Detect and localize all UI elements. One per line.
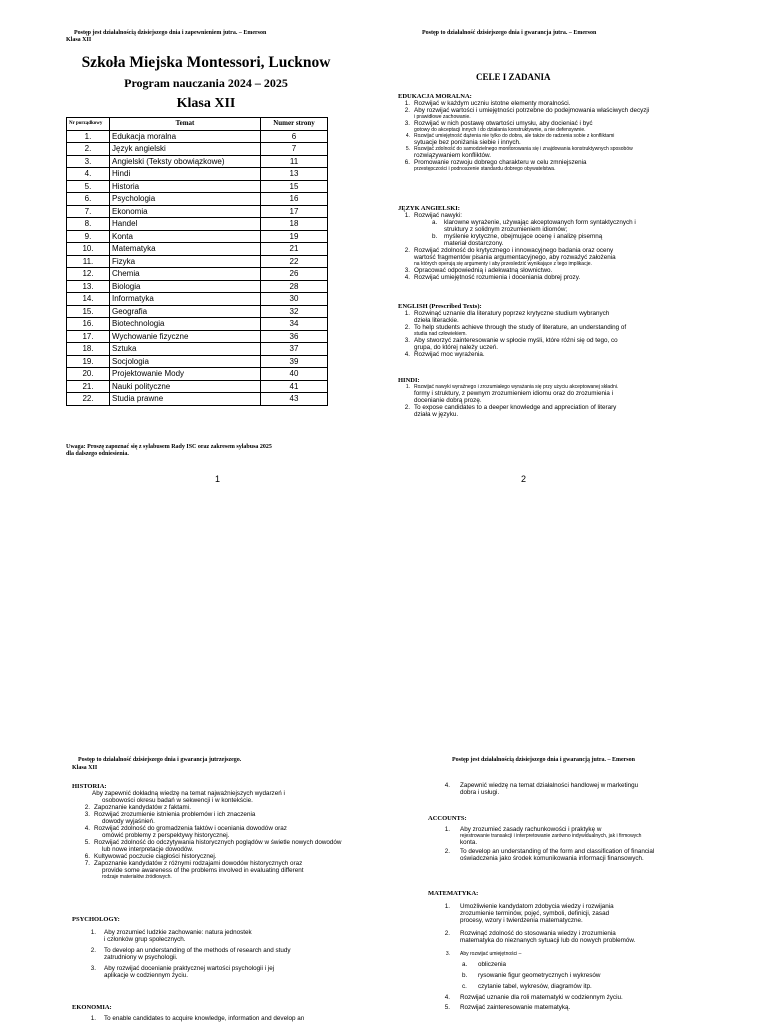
list-item: 3. Aby rozwijać umiejętności – — [445, 951, 522, 957]
section-title: ENGLISH (Prescribed Texts): — [398, 303, 482, 310]
sub-list-item: c. czytanie tabel, wykresów, diagramów itp. — [462, 983, 592, 990]
section-heading: CELE I ZADANIA — [476, 72, 551, 82]
row-subject: Edukacja moralna — [110, 130, 261, 143]
row-number: 3. — [67, 155, 110, 168]
row-page: 37 — [261, 343, 328, 356]
col-header-subject: Temat — [110, 118, 261, 131]
list-item: 4. Rozwijać moc wyrażenia. — [404, 351, 485, 358]
row-number: 20. — [67, 368, 110, 381]
list-item: 1. Aby zrozumieć zasady rachunkowości i praktykę w — [444, 826, 602, 833]
list-item: 2. To help students achieve through the study of literature, an understanding of — [404, 324, 627, 331]
row-page: 22 — [261, 255, 328, 268]
table-row — [67, 193, 328, 206]
table-row — [67, 355, 328, 368]
list-item: 5. Rozwijać zdolność do samodzielnego monitorowania się i znajdowania konstruktywnych sposobów — [405, 146, 633, 152]
row-number: 11. — [67, 255, 110, 268]
list-item: 2. To expose candidates to a deeper knowledge and appreciation of literary — [404, 404, 617, 411]
page-header: Postęp jest działalnością dzisiejszego dnia i zapewnieniem jutra. – Emerson — [74, 30, 267, 36]
table-row — [67, 155, 328, 168]
list-item-continuation: formy i struktury, z pewnym zrozumieniem idiomu oraz do zrozumienia i — [414, 390, 613, 397]
table-row — [67, 243, 328, 256]
list-item: 6. Promowanie rozwoju dobrego charakteru w celu zmniejszenia — [404, 159, 587, 166]
row-page: 11 — [261, 155, 328, 168]
list-item: 2. To develop an understanding of the methods of research and study — [90, 947, 291, 954]
table-row — [67, 143, 328, 156]
list-item-continuation: rozwiązywaniem konfliktów. — [414, 152, 491, 159]
row-page: 43 — [261, 393, 328, 406]
list-item-continuation: sytuacje bez poniżania siebie i innych. — [414, 139, 521, 146]
sub-list-item: b. rysowanie figur geometrycznych i wykresów — [462, 972, 601, 979]
row-subject: Studia prawne — [110, 393, 261, 406]
class-label: Klasa XII — [72, 765, 98, 771]
table-row — [67, 268, 328, 281]
page-header: Postęp jest działalnością dzisiejszego dnia i gwarancją jutra. – Emerson — [452, 757, 635, 763]
note-line: Uwaga: Proszę zapoznać się z sylabusem Rady ISC oraz zakresem sylabusa 2025 — [66, 444, 272, 450]
row-subject: Nauki polityczne — [110, 380, 261, 393]
page-number: 2 — [521, 474, 527, 484]
table-row — [67, 368, 328, 381]
list-item-continuation: rodzaje materiałów źródłowych. — [102, 874, 172, 880]
list-item: 2. Rozwinąć zdolność do stosowania wiedzy i zrozumienia — [444, 930, 616, 937]
row-subject: Sztuka — [110, 343, 261, 356]
row-number: 10. — [67, 243, 110, 256]
list-item-continuation: zatrudniony w psychologii. — [104, 954, 178, 961]
row-page: 28 — [261, 280, 328, 293]
table-row — [67, 318, 328, 331]
list-item: 2. Zapoznanie kandydatów z faktami. — [84, 804, 191, 811]
list-item-continuation: na których operują się argumenty i aby przesledzić wynikające z tego implikacje. — [414, 261, 592, 267]
row-page: 13 — [261, 168, 328, 181]
row-subject: Psychologia — [110, 193, 261, 206]
row-number: 14. — [67, 293, 110, 306]
row-page: 21 — [261, 243, 328, 256]
row-page: 32 — [261, 305, 328, 318]
row-subject: Biologia — [110, 280, 261, 293]
table-row — [67, 205, 328, 218]
row-number: 4. — [67, 168, 110, 181]
list-item: 1. Rozwinąć uznanie dla literatury poprzez krytyczne studium wybranych — [404, 310, 610, 317]
list-item: 6. Kultywować poczucie ciągłości historycznej. — [84, 853, 217, 860]
section-title: JĘZYK ANGIELSKI: — [398, 205, 460, 212]
list-item-continuation: dowody wyjaśnień. — [102, 818, 155, 825]
curriculum-subtitle: Program nauczania 2024 – 2025 — [124, 76, 288, 90]
list-item: 2. To develop an understanding of the form and classification of financial — [444, 848, 655, 855]
row-page: 39 — [261, 355, 328, 368]
list-item-continuation: wartość fragmentów pisania argumentacyjnego, aby rozważyć założenia — [414, 254, 616, 261]
row-subject: Biotechnologia — [110, 318, 261, 331]
list-item-continuation: dobra i usługi. — [460, 789, 500, 796]
economics-section — [72, 1004, 412, 1022]
row-subject: Fizyka — [110, 255, 261, 268]
row-subject: Handel — [110, 218, 261, 231]
row-number: 2. — [67, 143, 110, 156]
row-page: 19 — [261, 230, 328, 243]
table-row — [67, 218, 328, 231]
table-row — [67, 343, 328, 356]
page-header: Postęp to działalność dzisiejszego dnia i gwarancja jutrzejszego. — [78, 757, 242, 763]
list-item: 4. Rozwijać umiejętność rozumienia i doceniania dobrej prozy. — [404, 274, 581, 281]
row-page: 41 — [261, 380, 328, 393]
table-row — [67, 280, 328, 293]
list-item: 1. Umożliwienie kandydatom zdobycia wiedzy i rozwijania — [444, 903, 614, 910]
list-item: 5. Rozwijać zainteresowanie matematyką. — [444, 1004, 571, 1011]
row-number: 6. — [67, 193, 110, 206]
list-item-continuation: studia nad człowiekiem. — [414, 331, 467, 337]
table-row — [67, 255, 328, 268]
section-title: EDUKACJA MORALNA: — [398, 93, 472, 100]
list-item-continuation: docenianie dobrą prozę. — [414, 397, 482, 404]
list-item: 4. Rozwijać umiejętność dążenia nie tylko do dobra, ale także do radzenia sobie z konfliktami — [405, 133, 615, 139]
table-row — [67, 168, 328, 181]
row-subject: Chemia — [110, 268, 261, 281]
table-row — [67, 380, 328, 393]
list-item: 1. Rozwijać nawyki: — [404, 212, 462, 219]
row-subject: Matematyka — [110, 243, 261, 256]
row-number: 16. — [67, 318, 110, 331]
row-page: 17 — [261, 205, 328, 218]
row-subject: Socjologia — [110, 355, 261, 368]
row-page: 40 — [261, 368, 328, 381]
list-item-continuation: działa w języku. — [414, 411, 459, 418]
row-page: 30 — [261, 293, 328, 306]
list-item-continuation: matematyka do nieznanych sytuacji lub do nowych problemów. — [460, 937, 636, 944]
section-title: HISTORIA: — [72, 783, 107, 790]
page-header: Postęp to działalność dzisiejszego dnia i gwarancja jutra. – Emerson — [422, 30, 597, 36]
row-page: 26 — [261, 268, 328, 281]
list-item: 1. To enable candidates to acquire knowledge, information and develop an — [90, 1015, 305, 1022]
psychology-section — [72, 916, 412, 979]
row-subject: Hindi — [110, 168, 261, 181]
moral-section — [398, 93, 756, 172]
table-row — [67, 230, 328, 243]
row-subject: Projektowanie Mody — [110, 368, 261, 381]
section-title: HINDI: — [398, 377, 420, 384]
list-item: 4. Rozwijać uznanie dla roli matematyki w codziennym życiu. — [444, 994, 623, 1001]
table-row — [67, 330, 328, 343]
english-prescribed-section — [398, 303, 756, 358]
mathematics-section — [428, 890, 758, 1011]
list-item-continuation: omówić problemy z perspektywy historycznej. — [102, 832, 230, 839]
sub-list-item: a. klarowne wyrażenie, używając akceptowanych form syntaktycznych i — [432, 219, 636, 226]
row-page: 18 — [261, 218, 328, 231]
list-item-continuation: materiał dostarczony. — [444, 240, 504, 247]
list-item: 4. Zapewnić wiedzę na temat działalności handlowej w marketingu — [444, 782, 639, 789]
row-subject: Angielski (Teksty obowiązkowe) — [110, 155, 261, 168]
list-item-continuation: gotowy do akceptacji innych i do działania konstruktywnie, a nie defensywnie. — [414, 127, 586, 133]
english-section — [398, 205, 756, 281]
list-item-continuation: przestępczości i podnoszenie standardu dobrego obywatelstwa. — [414, 166, 556, 172]
note-line: dla dalszego odniesienia. — [66, 451, 129, 457]
row-number: 12. — [67, 268, 110, 281]
table-row — [67, 180, 328, 193]
list-item-continuation: procesy, wzory i twierdzenia matematyczne. — [460, 917, 583, 924]
list-item: 7. Zapoznanie kandydatów z różnymi rodzajami dowodów historycznych oraz — [84, 860, 303, 867]
row-number: 13. — [67, 280, 110, 293]
list-item-continuation: i prawidłowe zachowanie. — [414, 114, 471, 120]
list-item: 3. Rozwijać zrozumienie istnienia problemów i ich znaczenia — [84, 811, 256, 818]
col-header-page: Numer strony — [261, 118, 328, 131]
section-title: ACCOUNTS: — [428, 815, 467, 822]
list-item-continuation: rejestrowanie transakcji i interpretowanie zarówno indywidualnych, jak i firmowych — [460, 833, 642, 839]
row-subject: Historia — [110, 180, 261, 193]
list-item-continuation: i członków grup społecznych. — [104, 936, 186, 943]
list-item: 3. Aby rozwijać docenianie praktycznej wartości psychologii i jej — [90, 965, 275, 972]
row-number: 18. — [67, 343, 110, 356]
section-title: MATEMATYKA: — [428, 890, 479, 897]
row-number: 5. — [67, 180, 110, 193]
list-item: 1. Aby zrozumieć ludzkie zachowanie: natura jednostek — [90, 929, 252, 936]
row-subject: Geografia — [110, 305, 261, 318]
row-subject: Język angielski — [110, 143, 261, 156]
row-subject: Wychowanie fizyczne — [110, 330, 261, 343]
list-item: 5. Rozwijać zdolność do odczytywania historycznych poglądów w świetle nowych dowodów — [84, 839, 342, 846]
list-item: Aby zapewnić dokładną wiedzę na temat najważniejszych wydarzeń i — [92, 790, 285, 797]
table-row — [67, 393, 328, 406]
row-subject: Konta — [110, 230, 261, 243]
row-subject: Informatyka — [110, 293, 261, 306]
row-page: 36 — [261, 330, 328, 343]
list-item-continuation: provide some awareness of the problems involved in evaluating different — [102, 867, 304, 874]
list-item-continuation: osobowości okresu badań w sekwencji i w kontekście. — [102, 797, 253, 804]
section-title: EKONOMIA: — [72, 1004, 112, 1011]
subject-table — [66, 117, 328, 406]
list-item: 3. Rozwijać w nich postawę otwartości umysłu, aby docieniać i być — [404, 120, 593, 127]
table-row — [67, 305, 328, 318]
list-item-continuation: lub nowe interpretacje dowodów. — [102, 846, 194, 853]
list-item: 1. Rozwijać w każdym uczniu istotne elementy moralności. — [404, 100, 571, 107]
col-header-number: Nr porządkowy — [67, 118, 110, 131]
list-item: 3. Aby stworzyć zainteresowanie w spłocie myśli, które różni się od tego, co — [404, 337, 618, 344]
row-number: 22. — [67, 393, 110, 406]
row-number: 9. — [67, 230, 110, 243]
list-item-continuation: aplikacje w codziennym życiu. — [104, 972, 188, 979]
table-row — [67, 293, 328, 306]
row-number: 8. — [67, 218, 110, 231]
table-row — [67, 130, 328, 143]
row-number: 19. — [67, 355, 110, 368]
section-title: PSYCHOLOGY: — [72, 916, 120, 923]
class-title: Klasa XII — [176, 96, 236, 111]
list-item: 4. Rozwijać zdolność do gromadzenia faktów i oceniania dowodów oraz — [84, 825, 287, 832]
row-page: 16 — [261, 193, 328, 206]
row-number: 1. — [67, 130, 110, 143]
history-section — [72, 783, 412, 880]
list-item: 1. Rozwijać nawyki wyraźnego i zrozumiałego wyrażania się przy użyciu akceptowanej składni. — [405, 384, 619, 390]
row-number: 15. — [67, 305, 110, 318]
list-item: 3. Opracować odpowiednią i adekwatną słownictwo. — [404, 267, 553, 274]
list-item-continuation: struktury z solidnym zrozumieniem idiomów; — [444, 226, 568, 233]
list-item-continuation: dzieła literackie. — [414, 317, 459, 324]
row-page: 15 — [261, 180, 328, 193]
commerce-continued — [428, 782, 758, 796]
class-label: Klasa XII — [66, 37, 92, 43]
accounts-section — [428, 815, 758, 862]
note — [66, 444, 336, 458]
list-item-continuation: zrozumienie terminów, pojęć, symboli, definicji, zasad — [460, 910, 610, 917]
row-number: 7. — [67, 205, 110, 218]
sub-list-item: b. myślenie krytyczne, obejmujące ocenę i analizę pisemną — [432, 233, 603, 240]
list-item-continuation: konta. — [460, 839, 478, 846]
row-number: 21. — [67, 380, 110, 393]
list-item-continuation: oświadczenia jako środek komunikowania informacji finansowych. — [460, 855, 644, 862]
list-item: 2. Rozwijać zdolność do krytycznego i innowacyjnego badania oraz oceny — [404, 247, 614, 254]
row-page: 34 — [261, 318, 328, 331]
page-number: 1 — [215, 474, 221, 484]
row-page: 7 — [261, 143, 328, 156]
list-item: 2. Aby rozwijać wartości i umiejętności potrzebne do podejmowania właściwych decyzji — [404, 107, 650, 114]
school-title: Szkoła Miejska Montessori, Lucknow — [81, 54, 331, 71]
hindi-section — [398, 377, 756, 418]
row-number: 17. — [67, 330, 110, 343]
row-subject: Ekonomia — [110, 205, 261, 218]
list-item-continuation: grupa, do której należy uczeń. — [414, 344, 499, 351]
row-page: 6 — [261, 130, 328, 143]
sub-list-item: a. obliczenia — [462, 961, 507, 968]
